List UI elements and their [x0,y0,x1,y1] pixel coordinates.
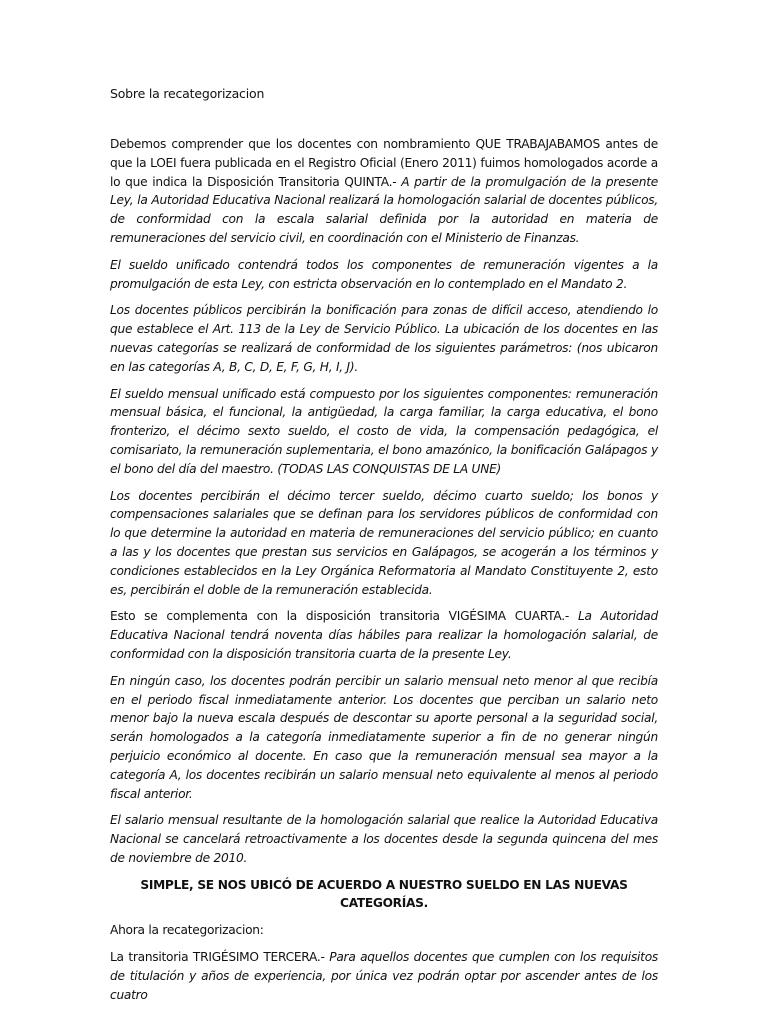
document-body [110,135,658,1012]
paragraph-7: En ningún caso, los docentes podrán percibir un salario mensual neto menor al que recibía en el periodo fiscal inmediatamente anterior. Los docentes que perciban un salario neto menor bajo la nueva escala después de descontar su aporte personal a la seguridad social, serán homologados a la categoría inmediatamente superior a fin de no generar ningún perjuicio económico al docente. En caso que la remuneración mensual sea mayor a la categoría A, los docentes recibirán un salario mensual neto equivalente al menos al periodo fiscal anterior. [110,673,658,801]
paragraph-6-lead: Esto se complementa con la disposición transitoria VIGÉSIMA CUARTA.- [110,609,570,624]
paragraph-1 [110,135,658,248]
paragraph-3: Los docentes públicos percibirán la bonificación para zonas de difícil acceso, atendiendo lo que establece el Art. 113 de la Ley de Servicio Público. La ubicación de los docentes en las nuevas categorías se realizará de conformidad de los siguientes parámetros: (nos ubicaron en las categorías A, B, C, D, E, F, G, H, I, J). [110,303,658,374]
paragraph-9-summary: SIMPLE, SE NOS UBICÓ DE ACUERDO A NUESTRO SUELDO EN LAS NUEVAS CATEGORÍAS. [140,877,628,911]
paragraph-2: El sueldo unificado contendrá todos los componentes de remuneración vigentes a la promulgación de esta Ley, con estricta observación en lo contemplado en el Mandato 2. [110,257,658,291]
paragraph-8: El salario mensual resultante de la homologación salarial que realice la Autoridad Educativa Nacional se cancelará retroactivamente a los docentes desde la segunda quincena del mes de noviembre de 2010. [110,813,658,865]
paragraph-5: Los docentes percibirán el décimo tercer sueldo, décimo cuarto sueldo; los bonos y compensaciones salariales que se definan para los servidores públicos de conformidad con lo que determine la autoridad en materia de remuneraciones del servicio público; en cuanto a las y los docentes que prestan sus servicios en Galápagos, se acogerán a los términos y condiciones establecidos en la Ley Orgánica Reformatoria al Mandato Constituyente 2, esto es, percibirán el doble de la remuneración establecida. [110,488,658,597]
paragraph-4: El sueldo mensual unificado está compuesto por los siguientes componentes: remuneración mensual básica, el funcional, la antigüedad, la carga familiar, la carga educativa, el bono fronterizo, el décimo sexto sueldo, el costo de vida, la compensación pedagógica, el comisariato, la remuneración suplementaria, el bono amazónico, la bonificación Galápagos y el bono del día del maestro. (TODAS LAS CONQUISTAS DE LA UNE) [110,386,658,476]
paragraph-1-lead: Debemos comprender que los docentes con nombramiento QUE TRABAJABAMOS antes de que la LOEI fuera publicada en el Registro Oficial (Enero 2011) fuimos homologados acorde a lo que indica la Disposición Transitoria QUINTA.- [110,137,658,189]
paragraph-11 [110,948,658,1004]
document-page [110,0,658,1024]
paragraph-1-quote: A partir de la promulgación de la presente Ley, la Autoridad Educativa Nacional realizará la homologación salarial de docentes públicos, de conformidad con la escala salarial definida por la autoridad en materia de remuneraciones del servicio civil, en coordinación con el Ministerio de Finanzas. [110,174,658,245]
paragraph-10: Ahora la recategorizacion: [110,923,264,938]
paragraph-6 [110,607,658,663]
paragraph-6-quote: La Autoridad Educativa Nacional tendrá noventa días hábiles para realizar la homologación salarial, de conformidad con la disposición transitoria cuarta de la presente Ley. [110,609,658,661]
document-title: Sobre la recategorizacion [110,86,265,101]
paragraph-11-lead: La transitoria TRIGÉSIMO TERCERA.- [110,950,325,965]
paragraph-11-quote: Para aquellos docentes que cumplen con los requisitos de titulación y años de experiencia, por única vez podrán optar por ascender antes de los cuatro [110,950,659,1002]
